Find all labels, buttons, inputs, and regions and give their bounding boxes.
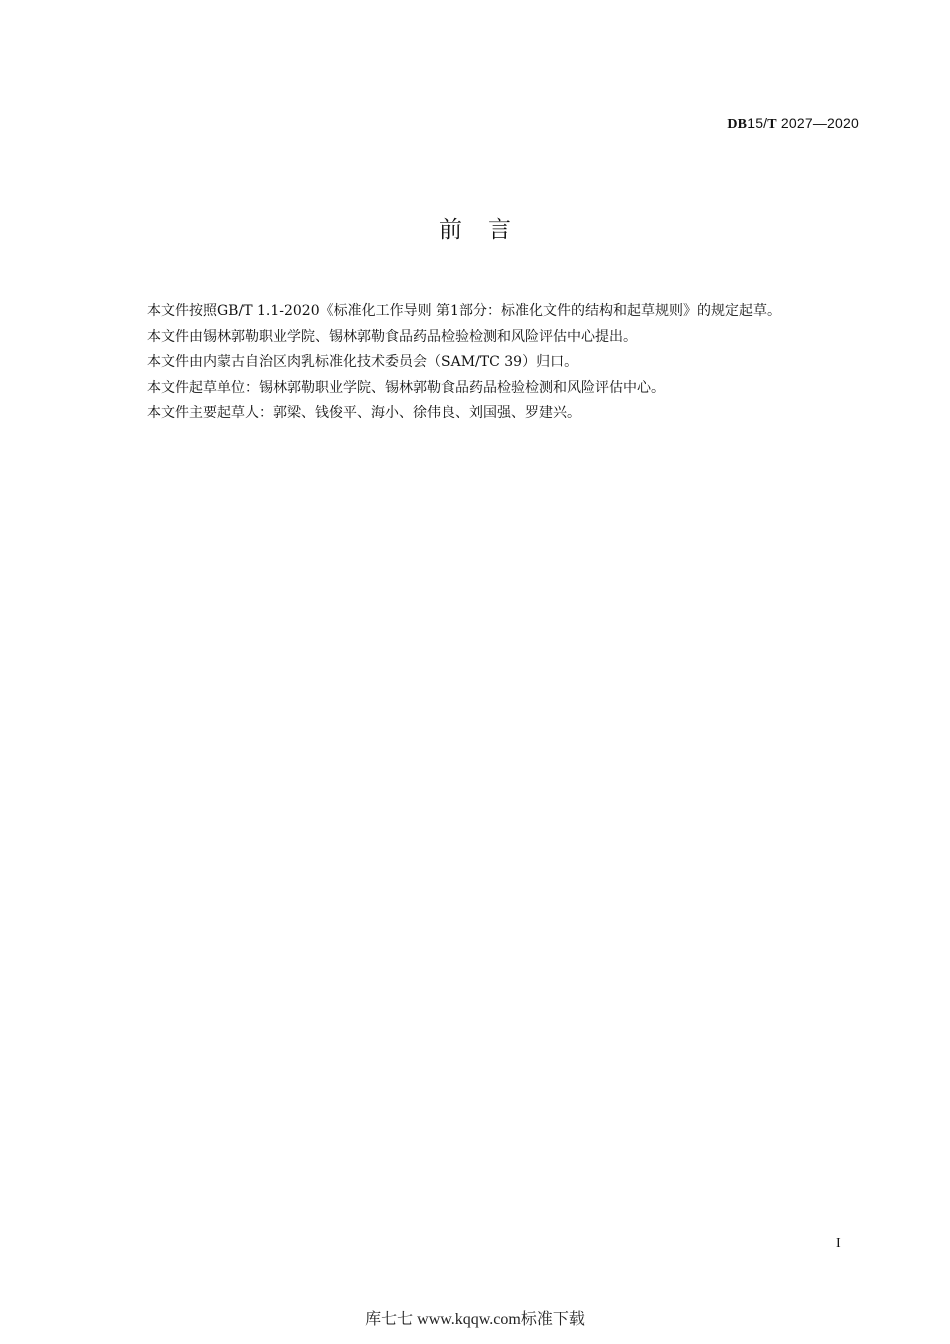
page-title: 前言	[439, 217, 537, 243]
paragraph-proposer: 本文件由锡林郭勒职业学院、锡林郭勒食品药品检验检测和风险评估中心提出。	[147, 328, 637, 345]
standard-code-type: T	[767, 117, 777, 132]
standard-code-prefix: DB	[727, 117, 748, 132]
paragraph-drafters: 本文件主要起草人：郭梁、钱俊平、海小、徐伟良、刘国强、罗建兴。	[147, 405, 581, 421]
foreword-body	[113, 299, 862, 427]
standard-code-number: 15/	[747, 115, 768, 131]
paragraph-committee: 本文件由内蒙古自治区肉乳标准化技术委员会（SAM/TC 39）归口。	[147, 354, 579, 370]
paragraph-compliance: 本文件按照GB/T 1.1-2020《标准化工作导则 第1部分：标准化文件的结构和起草规则》的规定起草。	[147, 303, 781, 319]
paragraph-drafting-units: 本文件起草单位：锡林郭勒职业学院、锡林郭勒食品药品检验检测和风险评估中心。	[147, 379, 665, 396]
standard-code-year: 2027—2020	[776, 115, 859, 131]
standard-code	[727, 115, 859, 133]
footer-watermark: 库七七 www.kqqw.com标准下载	[365, 1311, 585, 1328]
page-number: I	[836, 1236, 841, 1251]
